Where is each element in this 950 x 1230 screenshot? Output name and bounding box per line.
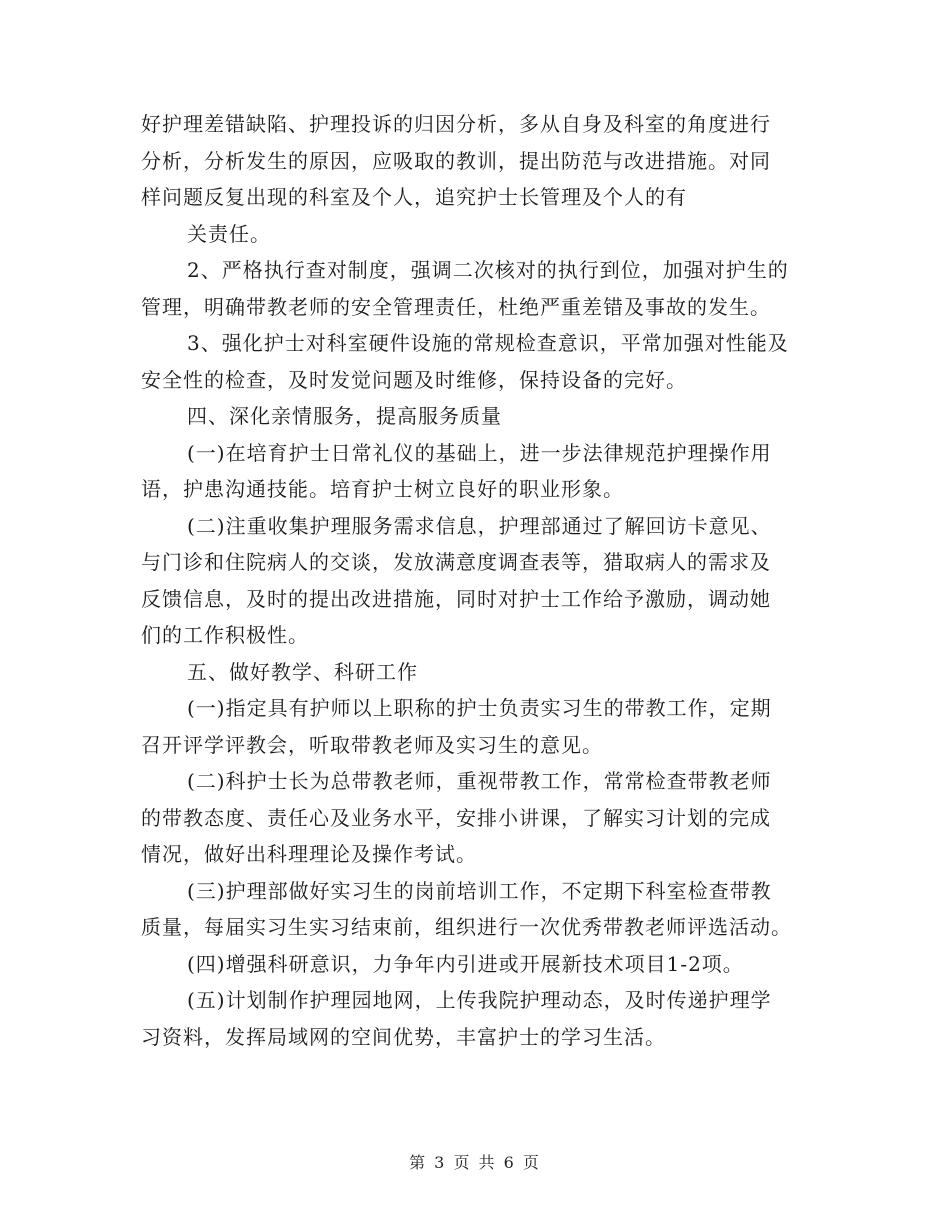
text-line: (二)科护士长为总带教老师，重视带教工作，常常检查带教老师	[187, 769, 772, 793]
text-line: 样问题反复出现的科室及个人，追究护士长管理及个人的有	[141, 185, 687, 209]
text-line: (一)在培育护士日常礼仪的基础上，进一步法律规范护理操作用	[187, 440, 772, 465]
section-heading: 五、做好教学、科研工作	[187, 659, 418, 684]
text-line: 质量，每届实习生实习结束前，组织进行一次优秀带教老师评选活动。	[141, 915, 792, 939]
text-line: 习资料，发挥局域网的空间优势，丰富护士的学习生活。	[141, 1024, 666, 1049]
text-line: 好护理差错缺陷、护理投诉的归因分析，多从自身及科室的角度进行	[141, 112, 771, 136]
section-heading: 四、深化亲情服务，提高服务质量	[187, 404, 502, 428]
text-line: 分析，分析发生的原因，应吸取的教训，提出防范与改进措施。对同	[141, 148, 771, 173]
text-line: 们的工作积极性。	[141, 623, 309, 647]
text-line: (二)注重收集护理服务需求信息，护理部通过了解回访卡意见、	[187, 513, 772, 538]
text-line: 反馈信息，及时的提出改进措施，同时对护士工作给予激励，调动她	[141, 586, 771, 611]
document-body	[141, 106, 821, 1055]
page-number: 第 3 页 共 6 页	[409, 1153, 541, 1172]
text-line: 与门诊和住院病人的交谈，发放满意度调查表等，猎取病人的需求及	[141, 550, 771, 574]
text-line: 2、严格执行查对制度，强调二次核对的执行到位，加强对护生的	[187, 258, 789, 282]
text-line: 关责任。	[187, 221, 271, 246]
text-line: 的带教态度、责任心及业务水平，安排小讲课，了解实习计划的完成	[141, 805, 771, 830]
text-line: (五)计划制作护理园地网，上传我院护理动态，及时传递护理学	[187, 988, 772, 1012]
text-line: 语，护患沟通技能。培育护士树立良好的职业形象。	[141, 477, 624, 501]
text-line: 情况，做好出科理理论及操作考试。	[141, 842, 477, 866]
text-line: 安全性的检查，及时发觉问题及时维修，保持设备的完好。	[141, 367, 687, 392]
text-line: (一)指定具有护师以上职称的护士负责实习生的带教工作，定期	[187, 696, 772, 720]
text-line: 管理，明确带教老师的安全管理责任，杜绝严重差错及事故的发生。	[141, 294, 771, 319]
text-line: 3、强化护士对科室硬件设施的常规检查意识，平常加强对性能及	[187, 331, 789, 355]
text-line: 召开评学评教会，听取带教老师及实习生的意见。	[141, 732, 603, 757]
text-line: (三)护理部做好实习生的岗前培训工作，不定期下科室检查带教	[187, 878, 772, 903]
text-line: (四)增强科研意识，力争年内引进或开展新技术项目1-2项。	[187, 951, 744, 976]
